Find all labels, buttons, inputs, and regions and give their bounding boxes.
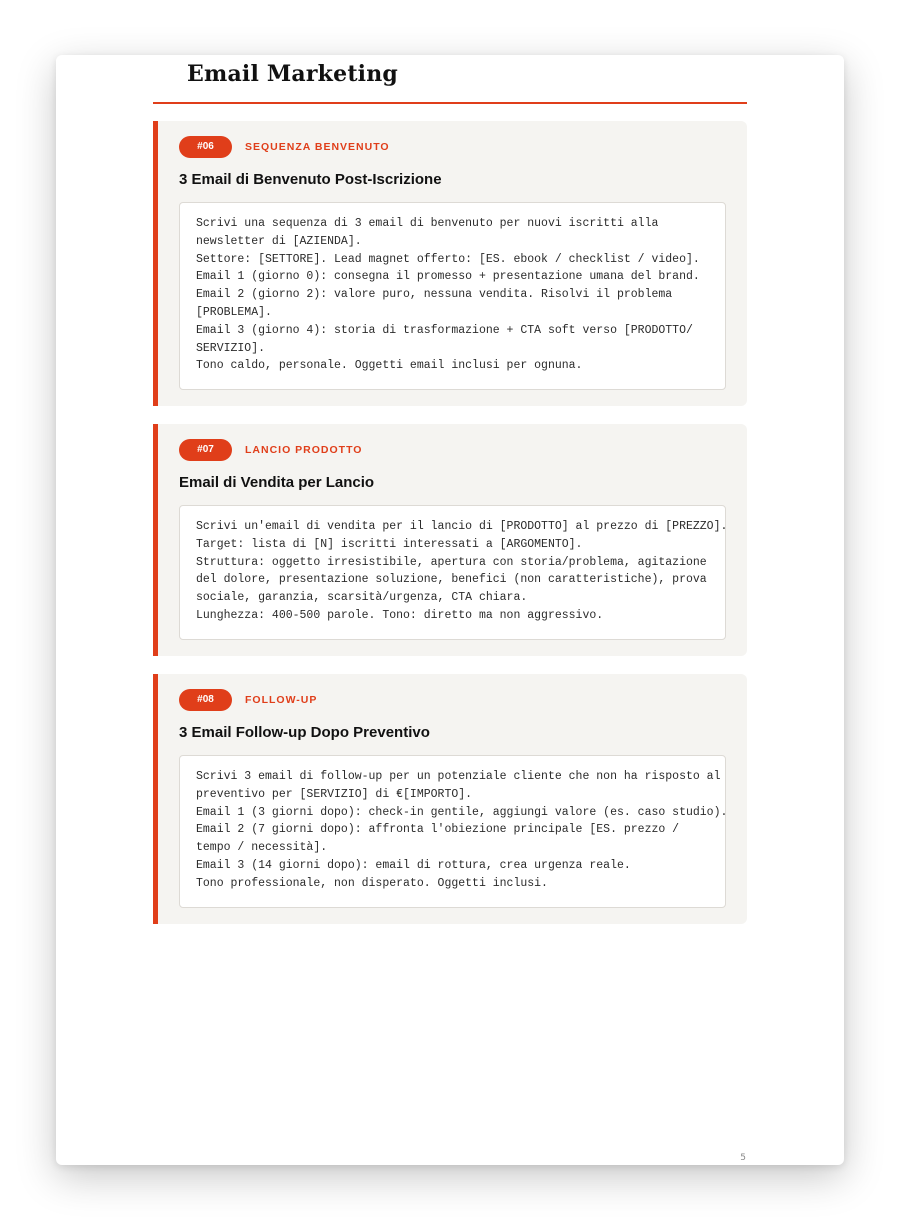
prompt-title: 3 Email Follow-up Dopo Preventivo bbox=[179, 724, 430, 741]
prompt-number-badge: #07 bbox=[179, 439, 232, 461]
page-title: Email Marketing bbox=[187, 61, 399, 87]
prompt-number-badge: #08 bbox=[179, 689, 232, 711]
prompt-card-follow-up bbox=[153, 674, 747, 924]
prompt-title: 3 Email di Benvenuto Post-Iscrizione bbox=[179, 171, 442, 188]
prompt-number-badge: #06 bbox=[179, 136, 232, 158]
prompt-text-box[interactable]: Scrivi un'email di vendita per il lancio di [PRODOTTO] al prezzo di [PREZZO]. Target: lista di [N] iscritti interessati a [ARGOMENTO]. Struttura: oggetto irresistibile, apertura con storia/problema, agitazione del dolore, presentazione soluzione, benefici (non caratteristiche), prova sociale, garanzia, scarsità/urgenza, CTA chiara. Lunghezza: 400-500 parole. Tono: diretto ma non aggressivo. bbox=[179, 505, 726, 640]
page-number: 5 bbox=[740, 1153, 746, 1163]
prompt-category-label: SEQUENZA BENVENUTO bbox=[245, 141, 390, 153]
prompt-text-box[interactable]: Scrivi 3 email di follow-up per un potenziale cliente che non ha risposto al preventivo per [SERVIZIO] di €[IMPORTO]. Email 1 (3 giorni dopo): check-in gentile, aggiungi valore (es. caso studio). Email 2 (7 giorni dopo): affronta l'obiezione principale [ES. prezzo / tempo / necessità]. Email 3 (14 giorni dopo): email di rottura, crea urgenza reale. Tono professionale, non disperato. Oggetti inclusi. bbox=[179, 755, 726, 908]
document-page bbox=[56, 55, 844, 1165]
prompt-title: Email di Vendita per Lancio bbox=[179, 474, 375, 491]
prompt-category-label: LANCIO PRODOTTO bbox=[245, 444, 363, 456]
title-divider bbox=[153, 102, 747, 104]
prompt-category-label: FOLLOW-UP bbox=[245, 694, 318, 706]
prompt-card-welcome-sequence bbox=[153, 121, 747, 406]
prompt-text-box[interactable]: Scrivi una sequenza di 3 email di benvenuto per nuovi iscritti alla newsletter di [AZIENDA]. Settore: [SETTORE]. Lead magnet offerto: [ES. ebook / checklist / video]. Email 1 (giorno 0): consegna il promesso + presentazione umana del brand. Email 2 (giorno 2): valore puro, nessuna vendita. Risolvi il problema [PROBLEMA]. Email 3 (giorno 4): storia di trasformazione + CTA soft verso [PRODOTTO/ SERVIZIO]. Tono caldo, personale. Oggetti email inclusi per ognuna. bbox=[179, 202, 726, 390]
prompt-card-product-launch bbox=[153, 424, 747, 656]
